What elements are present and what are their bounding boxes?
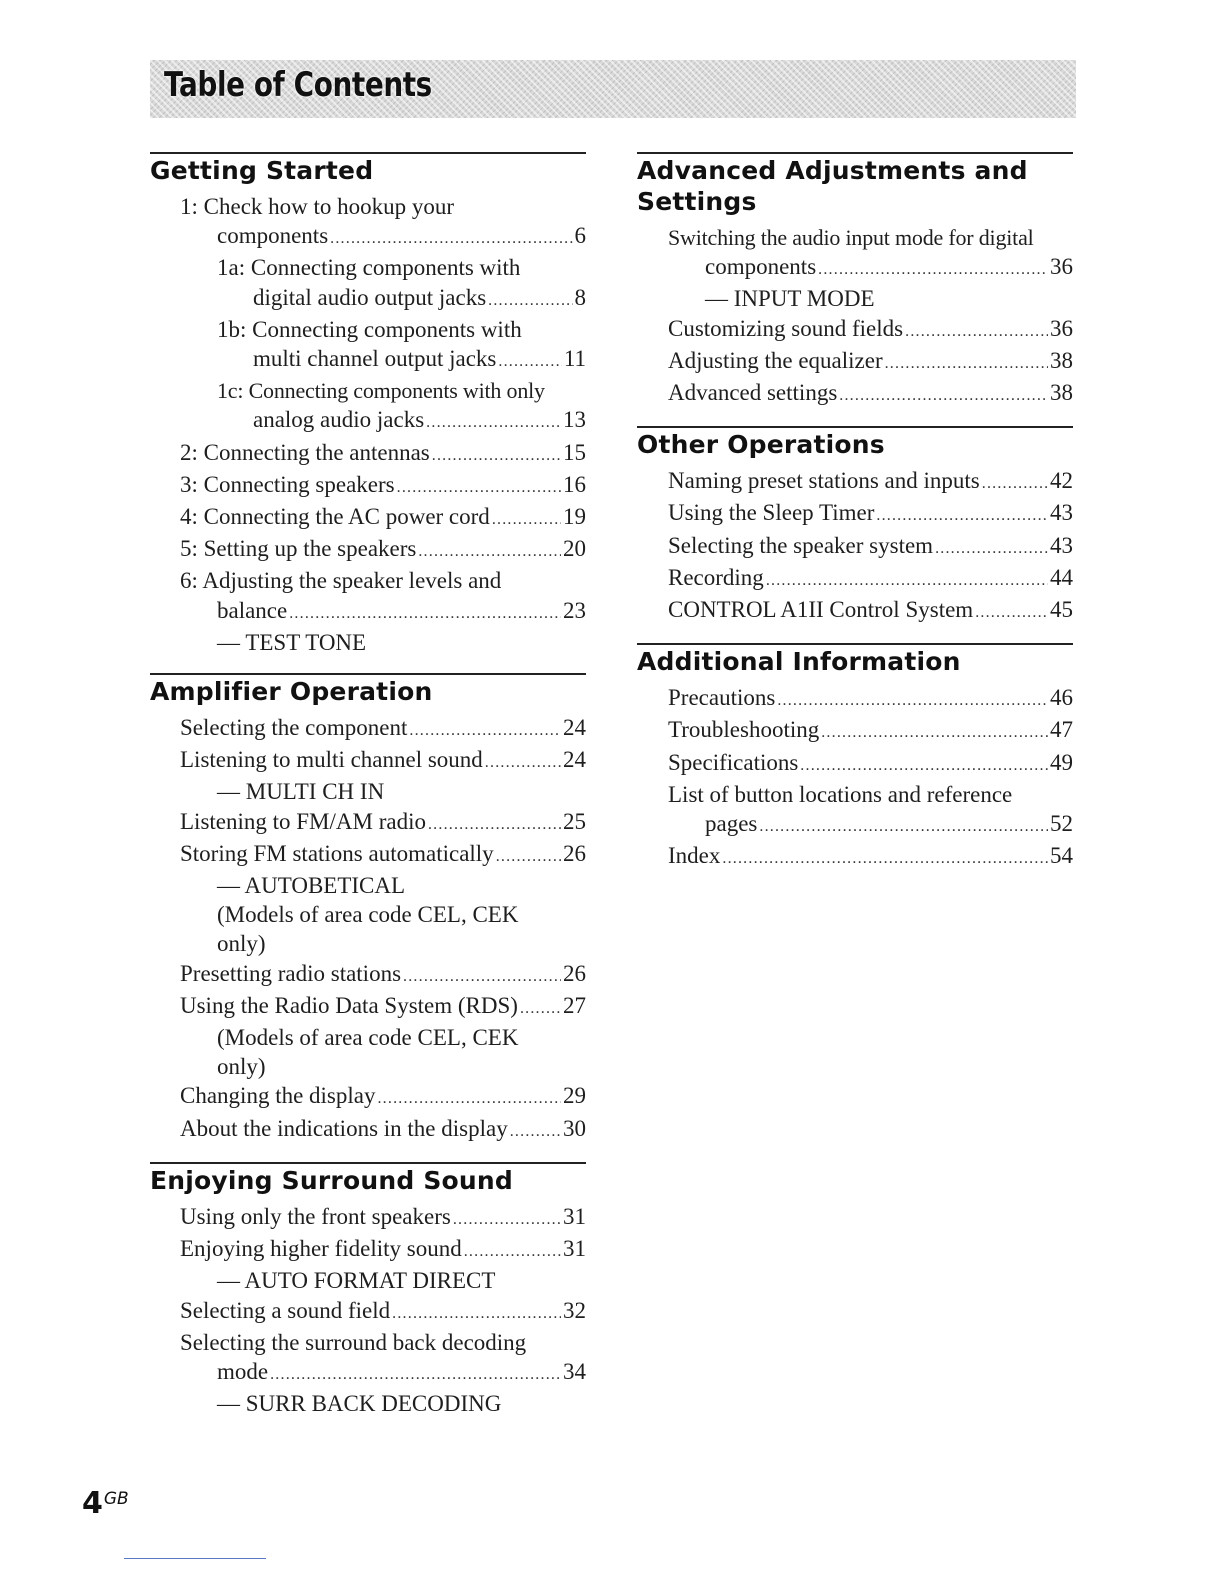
toc-entry	[668, 809, 1073, 841]
toc-entry-text: 5: Setting up the speakers	[180, 536, 417, 562]
toc-entry	[180, 502, 586, 534]
toc-entry-page: 31	[563, 1203, 586, 1229]
toc-entry-list	[150, 192, 586, 657]
toc-entry-text: (Models of area code CEL, CEK	[217, 1025, 519, 1051]
toc-entry-text: only)	[217, 1054, 266, 1080]
toc-entry-page: 24	[563, 715, 586, 741]
dot-leader	[428, 810, 561, 839]
toc-entry-text: digital audio output jacks	[253, 284, 487, 310]
toc-entry-text: Listening to multi channel sound	[180, 747, 483, 773]
toc-entry	[180, 253, 586, 282]
toc-entry	[668, 378, 1073, 410]
toc-entry-list	[637, 223, 1073, 410]
dot-leader	[289, 599, 561, 628]
toc-entry	[668, 252, 1073, 284]
toc-entry-page: 27	[563, 992, 586, 1018]
toc-entry	[180, 713, 586, 745]
toc-entry	[180, 745, 586, 777]
page-number: $4^{GB}$	[82, 1486, 129, 1521]
toc-entry-page: 52	[1050, 811, 1073, 837]
dot-leader	[935, 534, 1048, 563]
toc-entry-text: Storing FM stations automatically	[180, 840, 494, 866]
toc-entry-text: balance	[217, 597, 288, 623]
toc-entry-text: Index	[668, 843, 721, 869]
toc-entry-page: 26	[563, 960, 586, 986]
toc-entry-text: — SURR BACK DECODING	[217, 1391, 502, 1417]
toc-entry	[668, 531, 1073, 563]
toc-entry-text: 2: Connecting the antennas	[180, 439, 430, 465]
toc-entry-page: 25	[563, 808, 586, 834]
toc-entry-page: 46	[1050, 685, 1073, 711]
dot-leader	[839, 381, 1048, 410]
toc-section	[150, 673, 586, 1146]
toc-entry-text: Selecting a sound field	[180, 1297, 391, 1323]
toc-entry-page: 47	[1050, 717, 1073, 743]
toc-entry-page: 45	[1050, 597, 1073, 623]
toc-entry-page: 31	[563, 1236, 586, 1262]
dot-leader	[885, 349, 1048, 378]
toc-entry-page: 23	[563, 597, 586, 623]
toc-entry-page: 11	[563, 346, 586, 372]
toc-entry-list	[150, 1202, 586, 1418]
toc-entry-text: Changing the display	[180, 1083, 376, 1109]
toc-entry-text: Enjoying higher fidelity sound	[180, 1236, 462, 1262]
section-heading: Other Operations	[637, 430, 885, 460]
toc-entry-page: 36	[1050, 315, 1073, 341]
toc-entry	[180, 1296, 586, 1328]
toc-entry-page: 20	[563, 536, 586, 562]
toc-entry-text: Naming preset stations and inputs	[668, 468, 980, 494]
toc-entry	[180, 1114, 586, 1146]
toc-entry-text: Adjusting the equalizer	[668, 347, 883, 373]
toc-entry-page: 30	[563, 1115, 586, 1141]
dot-leader	[492, 505, 561, 534]
toc-entry-text: mode	[217, 1358, 269, 1384]
dot-leader	[270, 1360, 561, 1389]
toc-entry-text: Selecting the speaker system	[668, 532, 934, 558]
toc-entry-text: 1: Check how to hookup your	[180, 194, 455, 219]
section-heading: Amplifier Operation	[150, 677, 433, 707]
toc-entry-text: — MULTI CH IN	[217, 779, 385, 805]
toc-entry-text: multi channel output jacks	[253, 346, 497, 372]
toc-entry-text: Switching the audio input mode for digital	[668, 225, 1034, 250]
toc-entry	[668, 223, 1073, 252]
toc-entry	[180, 405, 586, 437]
toc-entry-text: — AUTO FORMAT DIRECT	[217, 1268, 496, 1294]
toc-entry-page: 43	[1050, 532, 1073, 558]
toc-section	[150, 1162, 586, 1418]
toc-entry-page: 38	[1050, 347, 1073, 373]
dot-leader	[377, 1084, 561, 1113]
dot-leader	[409, 716, 561, 745]
dot-leader	[982, 469, 1048, 498]
dot-leader	[722, 844, 1048, 873]
toc-entry-text: analog audio jacks	[253, 407, 425, 433]
toc-entry-page: 42	[1050, 468, 1073, 494]
toc-entry	[180, 1202, 586, 1234]
toc-entry	[668, 748, 1073, 780]
toc-entry-page: 15	[563, 439, 586, 465]
toc-entry-text: 1a: Connecting components with	[217, 255, 521, 281]
toc-entry	[180, 929, 586, 958]
toc-entry-text: CONTROL A1II Control System	[668, 597, 974, 623]
toc-entry	[180, 871, 586, 900]
toc-entry-page: 49	[1050, 749, 1073, 775]
toc-entry	[180, 470, 586, 502]
dot-leader	[426, 408, 561, 437]
toc-entry	[668, 595, 1073, 627]
toc-entry-page: 54	[1050, 843, 1073, 869]
toc-entry	[180, 566, 586, 595]
dot-leader	[464, 1237, 561, 1266]
toc-entry-page: 13	[563, 407, 586, 433]
toc-entry-text: components	[705, 254, 817, 280]
toc-entry	[180, 1234, 586, 1266]
dot-leader	[432, 441, 561, 470]
toc-entry-list	[637, 683, 1073, 873]
toc-entry-page: 19	[563, 504, 586, 530]
dot-leader	[777, 686, 1048, 715]
toc-entry-text: Using the Radio Data System (RDS)	[180, 992, 518, 1018]
dot-leader	[488, 286, 572, 315]
toc-entry-list	[637, 466, 1073, 627]
toc-entry-page: 43	[1050, 500, 1073, 526]
dot-leader	[485, 748, 561, 777]
toc-entry-text: 4: Connecting the AC power cord	[180, 504, 490, 530]
toc-entry	[180, 1357, 586, 1389]
toc-entry	[180, 221, 586, 253]
page-number-suffix: GB	[103, 1489, 129, 1509]
toc-entry-text: components	[217, 223, 329, 249]
toc-entry-text: — INPUT MODE	[705, 286, 875, 312]
dot-leader	[520, 994, 561, 1023]
toc-entry-page: 38	[1050, 380, 1073, 406]
toc-entry-page: 32	[563, 1297, 586, 1323]
toc-entry	[180, 1389, 586, 1418]
toc-entry-text: Listening to FM/AM radio	[180, 808, 426, 834]
toc-entry	[180, 959, 586, 991]
toc-entry-text: About the indications in the display	[180, 1115, 508, 1141]
toc-entry-page: 8	[574, 284, 586, 310]
toc-entry	[180, 192, 586, 221]
toc-entry	[180, 1023, 586, 1052]
toc-entry-text: Advanced settings	[668, 380, 838, 406]
toc-entry-page: 36	[1050, 254, 1073, 280]
toc-entry-text: Using the Sleep Timer	[668, 500, 875, 526]
toc-entry	[180, 315, 586, 344]
toc-entry	[180, 344, 586, 376]
dot-leader	[397, 473, 561, 502]
toc-entry-text: 1c: Connecting components with only	[217, 378, 545, 404]
toc-entry	[668, 284, 1073, 313]
toc-entry-text: — TEST TONE	[217, 629, 367, 655]
toc-entry	[180, 900, 586, 929]
dot-leader	[876, 501, 1048, 530]
toc-entry-text: Using only the front speakers	[180, 1203, 451, 1229]
toc-entry	[180, 1081, 586, 1113]
toc-entry	[180, 1328, 586, 1357]
toc-entry-text: only)	[217, 931, 266, 957]
toc-entry-text: (Models of area code CEL, CEK	[217, 902, 519, 928]
dot-leader	[800, 751, 1048, 780]
toc-section	[637, 152, 1073, 410]
toc-entry-page: 16	[563, 471, 586, 497]
toc-entry	[180, 534, 586, 566]
toc-entry	[180, 807, 586, 839]
toc-section	[637, 643, 1073, 873]
toc-entry-page: 24	[563, 747, 586, 773]
toc-entry	[180, 777, 586, 806]
toc-entry-text: — AUTOBETICAL	[217, 873, 406, 899]
toc-entry-page: 6	[574, 223, 586, 249]
toc-entry-text: Troubleshooting	[668, 717, 820, 743]
toc-entry	[668, 563, 1073, 595]
section-heading: Getting Started	[150, 156, 374, 185]
toc-entry	[668, 346, 1073, 378]
toc-entry-text: Presetting radio stations	[180, 960, 402, 986]
toc-entry-text: Recording	[668, 564, 764, 590]
footer-rule	[124, 1558, 266, 1559]
toc-section	[637, 426, 1073, 627]
toc-entry-page: 34	[563, 1358, 586, 1384]
toc-entry	[180, 1052, 586, 1081]
toc-entry	[180, 1266, 586, 1295]
toc-entry-text: Customizing sound fields	[668, 315, 904, 341]
toc-column-left	[150, 152, 586, 1434]
toc-entry-page: 44	[1050, 564, 1073, 590]
toc-entry-text: Selecting the surround back decoding	[180, 1329, 527, 1355]
toc-entry-text: 1b: Connecting components with	[217, 316, 522, 342]
toc-column-right	[637, 152, 1073, 889]
toc-entry	[180, 628, 586, 657]
toc-entry-text: 6: Adjusting the speaker levels and	[180, 568, 502, 594]
dot-leader	[759, 812, 1048, 841]
toc-entry-text: Precautions	[668, 685, 776, 711]
dot-leader	[330, 224, 572, 253]
dot-leader	[403, 962, 561, 991]
dot-leader	[821, 718, 1048, 747]
dot-leader	[453, 1205, 561, 1234]
dot-leader	[818, 255, 1048, 284]
toc-section	[150, 152, 586, 657]
toc-entry	[180, 839, 586, 871]
dot-leader	[418, 537, 561, 566]
toc-entry-page: 29	[563, 1083, 586, 1109]
toc-entry	[668, 715, 1073, 747]
toc-entry-text: 3: Connecting speakers	[180, 471, 395, 497]
toc-entry	[668, 314, 1073, 346]
dot-leader	[510, 1117, 561, 1146]
section-heading: Enjoying Surround Sound	[150, 1165, 513, 1195]
toc-entry	[180, 991, 586, 1023]
dot-leader	[766, 566, 1048, 595]
toc-banner	[150, 60, 1076, 118]
section-heading: Additional Information	[637, 647, 961, 677]
dot-leader	[905, 317, 1048, 346]
toc-entry	[180, 283, 586, 315]
toc-entry	[668, 466, 1073, 498]
section-heading: Advanced Adjustments and Settings	[637, 156, 1028, 216]
toc-entry-text: pages	[705, 811, 758, 837]
toc-entry	[668, 841, 1073, 873]
dot-leader	[498, 347, 561, 376]
dot-leader	[392, 1299, 561, 1328]
toc-entry-page: 26	[563, 840, 586, 866]
toc-entry-text: Specifications	[668, 749, 799, 775]
page-title: Table of Contents	[164, 65, 432, 105]
toc-entry-list	[150, 713, 586, 1146]
dot-leader	[975, 598, 1048, 627]
toc-entry-text: Selecting the component	[180, 715, 408, 741]
toc-entry	[668, 780, 1073, 809]
toc-entry	[668, 498, 1073, 530]
toc-entry	[180, 376, 586, 405]
toc-entry	[180, 596, 586, 628]
toc-entry-text: List of button locations and reference	[668, 781, 1013, 807]
toc-entry	[668, 683, 1073, 715]
toc-entry	[180, 438, 586, 470]
dot-leader	[496, 842, 561, 871]
